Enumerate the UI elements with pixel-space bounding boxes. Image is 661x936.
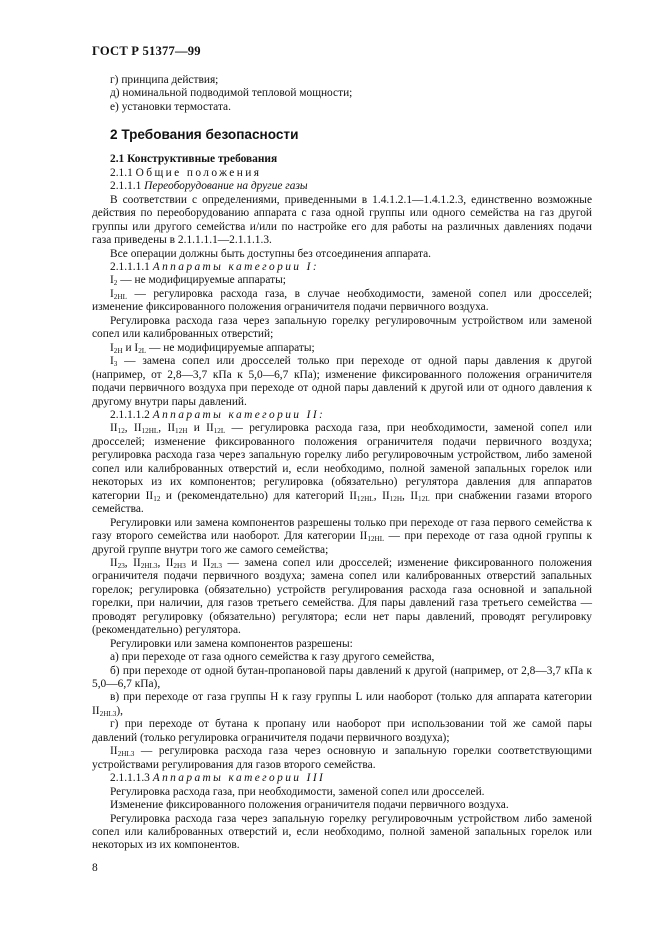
category-subscript: 2HL3: [117, 750, 135, 759]
clause-title: Аппараты категории I:: [152, 260, 320, 273]
separator: ,: [373, 489, 383, 502]
separator: ,: [124, 422, 134, 435]
paragraph: Все операции должны быть доступны без отсоединения аппарата.: [110, 247, 432, 260]
paragraph: Регулировка расхода газа через запальную горелку регулировочным устройством или заменой сопел или калиброванных отверстий;: [92, 314, 592, 341]
list-item: д) номинальной подводимой тепловой мощности;: [110, 87, 353, 100]
category-symbol: II: [202, 556, 211, 569]
clause-number: 2.1.1.1.2: [110, 408, 153, 421]
category-symbol: II: [110, 422, 118, 435]
category-symbol: II: [92, 704, 100, 717]
category-subscript: 2L: [138, 346, 147, 355]
paragraph-text: — регулировка расхода газа через основную и запальную горелки соответствующими устройствами регулирования для газов второго семейства.: [92, 745, 592, 771]
paragraph-text: — регулировка расхода газа, в случае необходимости, заменой сопел или дросселей; изменение фиксированного положения ограничителя подачи первичного воздуха.: [92, 287, 592, 314]
category-symbol: II: [165, 556, 174, 569]
category-symbol: II: [133, 556, 141, 569]
category-subscript: 12: [153, 494, 161, 503]
subsection-heading: [92, 180, 592, 193]
category-subscript: 12L: [213, 427, 226, 436]
category-subscript: 2HL3: [99, 709, 117, 718]
category-subscript: 12HL: [356, 494, 374, 503]
category-subscript: 2H3: [173, 561, 186, 570]
list-item: б) при переходе от одной бутан-пропановой пары давлений к другой (например, от 2,8—3,7 кПа к 5,0—6,7 кПа),: [92, 664, 592, 691]
subsection-heading: [92, 772, 592, 785]
category-subscript: 12HL: [141, 427, 159, 436]
list-item: е) установки термостата.: [110, 100, 231, 113]
category-subscript: 2L3: [210, 561, 223, 570]
paragraph-text: — регулировка расхода газа, при необходимости, заменой сопел или дросселей; изменение фиксированного положения ограничителя подачи первичного воздуха; регулировка расхода газа через запальную горелку либо регулировочным устройством, либо заменой сопел или калиброванных отверстий и, если необходимо, полной заменой запальных горелок или некоторых из их компонентов; регулировка (обязательно) регулятора давления для аппаратов категории: [92, 422, 592, 502]
category-symbol: II: [359, 530, 368, 543]
list-item: г) принципа действия;: [110, 74, 219, 86]
paragraph: [92, 288, 592, 315]
list-item: г) при переходе от бутана к пропану или наоборот при использовании той же самой пары давлений (только регулировка ограничителя подачи первичного воздуха);: [92, 718, 592, 744]
clause-title: Общие положения: [135, 166, 262, 179]
standard-header: ГОСТ Р 51377—99: [92, 44, 201, 58]
category-symbol: I: [110, 355, 114, 368]
category-symbol: II: [206, 422, 214, 435]
paragraph-text: — не модифицируемые аппараты;: [117, 274, 286, 287]
category-subscript: 12H: [175, 427, 188, 436]
paragraph: Изменение фиксированного положения ограничителя подачи первичного воздуха.: [110, 799, 509, 812]
subsection-heading: [92, 409, 592, 422]
category-symbol: I: [110, 341, 114, 354]
paragraph-text: и: [122, 341, 135, 354]
clause-title: Аппараты категории III: [152, 772, 326, 785]
paragraph-text: при снабжении газами второго семейства.: [92, 489, 592, 516]
clause-number: 2.1.1.1: [110, 180, 145, 193]
separator: ,: [124, 556, 134, 569]
list-item: [92, 691, 592, 718]
clause-number: 2.1.1: [110, 166, 136, 179]
category-symbol: I: [110, 274, 114, 287]
clause-title: Аппараты категории II:: [152, 408, 326, 421]
category-symbol: II: [167, 422, 176, 435]
separator: ,: [402, 489, 411, 502]
category-symbol: I: [134, 341, 139, 354]
paragraph-text: ),: [116, 704, 124, 717]
subsection-heading: 2.1 Конструктивные требования: [110, 153, 278, 166]
paragraph-text: Регулировки или замена компонентов разрешены только при переходе от газа первого семейства к газу второго семейства или наоборот. Для категории: [92, 516, 592, 543]
paragraph: [92, 355, 592, 409]
paragraph-text: — не модифицируемые аппараты;: [146, 341, 315, 354]
category-symbol: II: [110, 556, 118, 569]
category-subscript: 12HL: [367, 535, 385, 544]
paragraph: В соответствии с определениями, приведенными в 1.4.1.2.1—1.4.1.2.3, единственно возможные действия по переоборудованию аппарата с газа одной группы или одного семейства на газ другой группы или другого семейства и/или по настройке его для работы на различных давлениях подачи газа приведены в 2.1.1.1.1—2.1.1.1.3.: [92, 193, 592, 247]
paragraph: [92, 422, 592, 516]
paragraph-text: в) при переходе от газа группы Н к газу группы L или наоборот (только для аппарата категории: [110, 691, 592, 704]
separator: и: [160, 489, 178, 502]
category-subscript: 2H: [113, 346, 123, 355]
category-subscript: 2HL3: [140, 561, 158, 570]
category-symbol: I: [110, 287, 114, 300]
list-item: а) при переходе от газа одного семейства к газу другого семейства,: [110, 651, 435, 664]
page-number: 8: [92, 861, 98, 874]
section-title: 2 Требования безопасности: [110, 127, 299, 143]
separator: ,: [157, 556, 166, 569]
category-symbol: II: [410, 489, 418, 502]
paragraph: Регулировка расхода газа через запальную горелку регулировочным устройством либо заменой сопел или калиброванных отверстий и, если необходимо, полной заменой запальных горелок или некоторых из их компонентов.: [92, 812, 592, 852]
document-page: [92, 44, 592, 875]
paragraph: [92, 517, 592, 557]
category-subscript: 12H: [389, 494, 403, 503]
category-symbol: II: [382, 489, 390, 502]
clause-number: 2.1.1.1.1: [110, 260, 153, 273]
clause-title: Переоборудование на другие газы: [144, 180, 308, 193]
paragraph: Регулировка расхода газа, при необходимости, заменой сопел или дросселей.: [110, 785, 485, 798]
clause-number: 2.1.1.1.3: [110, 772, 153, 785]
category-subscript: 3: [113, 360, 118, 369]
paragraph-text: — замена сопел или дросселей только при переходе от одной пары давления к другой (например, от 2,8—3,7 кПа к 5,0—6,7 кПа); изменение фиксированного положения ограничителя подачи первичного воздуха при переходе от одной пары давлений к другой или от одного давления к другому внутри пары давлений.: [92, 355, 592, 408]
category-subscript: 2: [113, 279, 118, 288]
paragraph: [92, 745, 592, 772]
paragraph-text: (рекомендательно) для категорий: [177, 489, 350, 502]
paragraph: [92, 274, 592, 287]
category-subscript: 12: [117, 427, 125, 436]
category-symbol: II: [110, 745, 118, 758]
subsection-heading: [92, 167, 592, 180]
category-subscript: 12L: [418, 494, 430, 503]
category-subscript: 23: [117, 561, 125, 570]
separator: ,: [158, 422, 168, 435]
paragraph: Регулировки или замена компонентов разрешены:: [110, 637, 353, 650]
category-symbol: II: [145, 489, 154, 502]
category-subscript: 2HL: [113, 292, 127, 301]
paragraph-text: — замена сопел или дросселей; изменение фиксированного положения ограничителя подачи первичного воздуха; замена сопел или калиброванных отверстий запальных горелок; регулировка (обязательно) устройств регулирования расхода газа основной и запальной горелки, при наличии, для газов третьего семейства. Для пары давлений газа третьего семейства — проводят регулировку (обязательно) регулятора; если нет пары давлений, проводят регулировку (рекомендательно) регулятора.: [92, 556, 592, 637]
category-symbol: II: [133, 422, 142, 435]
separator: и: [187, 422, 207, 435]
separator: и: [185, 556, 203, 569]
paragraph: [92, 342, 592, 355]
subsection-heading: [92, 261, 592, 274]
paragraph: [92, 557, 592, 638]
category-symbol: II: [349, 489, 357, 502]
paragraph-text: — при переходе от газа одной группы к другой группе внутри того же самого семейства;: [92, 530, 592, 556]
